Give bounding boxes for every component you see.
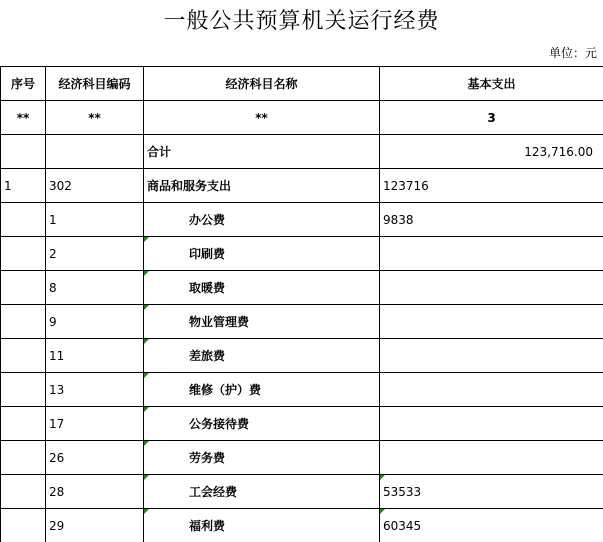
budget-table: [0, 66, 603, 542]
cell-marker-icon: [144, 407, 149, 412]
row-name: 商品和服务支出: [144, 169, 380, 203]
row-seq: [1, 509, 46, 542]
row-code: 9: [46, 305, 144, 339]
row-amount-text: 60345: [383, 519, 421, 533]
row-seq: [1, 407, 46, 441]
cell-marker-icon: [144, 237, 149, 242]
row-name: [144, 305, 380, 339]
row-name-text: 维修（护）费: [189, 383, 261, 397]
table-row: [1, 441, 603, 475]
row-code: 11: [46, 339, 144, 373]
row-code: 2: [46, 237, 144, 271]
row-name-text: 印刷费: [189, 247, 225, 261]
row-amount: [380, 237, 603, 271]
row-code: 17: [46, 407, 144, 441]
row-code: 29: [46, 509, 144, 542]
cell-marker-icon: [380, 509, 385, 514]
cell-marker-icon: [144, 271, 149, 276]
total-row: [1, 135, 603, 169]
row-seq: [1, 237, 46, 271]
row-amount: [380, 441, 603, 475]
row-seq: 1: [1, 169, 46, 203]
cell-marker-icon: [144, 475, 149, 480]
subheader-cell: **: [1, 101, 46, 135]
row-amount: 9838: [380, 203, 603, 237]
table-row: [1, 339, 603, 373]
row-amount: [380, 373, 603, 407]
header-seq: 序号: [1, 67, 46, 101]
cell-marker-icon: [380, 475, 385, 480]
row-name-text: 福利费: [189, 519, 225, 533]
header-code: 经济科目编码: [46, 67, 144, 101]
row-seq: [1, 271, 46, 305]
row-name: [144, 237, 380, 271]
header-row: [1, 67, 603, 101]
row-amount: [380, 475, 603, 509]
row-name: [144, 271, 380, 305]
table-row: [1, 237, 603, 271]
row-amount: [380, 305, 603, 339]
row-name: [144, 407, 380, 441]
row-seq: [1, 441, 46, 475]
row-name: [144, 509, 380, 542]
row-name-text: 取暖费: [189, 281, 225, 295]
table-row: [1, 305, 603, 339]
row-amount: [380, 407, 603, 441]
table-row: [1, 169, 603, 203]
row-seq: [1, 339, 46, 373]
header-basic-expense: 基本支出: [380, 67, 603, 101]
table-row: [1, 373, 603, 407]
row-seq: [1, 475, 46, 509]
total-code-cell: [46, 135, 144, 169]
table-row: [1, 203, 603, 237]
row-seq: [1, 203, 46, 237]
row-amount-text: 53533: [383, 485, 421, 499]
row-name: 办公费: [144, 203, 380, 237]
subheader-cell: **: [46, 101, 144, 135]
row-amount: [380, 271, 603, 305]
row-code: 13: [46, 373, 144, 407]
cell-marker-icon: [144, 305, 149, 310]
row-seq: [1, 305, 46, 339]
row-code: 302: [46, 169, 144, 203]
row-name: [144, 475, 380, 509]
row-name-text: 劳务费: [189, 451, 225, 465]
page-title: 一般公共预算机关运行经费: [0, 4, 603, 35]
row-code: 26: [46, 441, 144, 475]
row-name: [144, 339, 380, 373]
row-seq: [1, 373, 46, 407]
total-seq-cell: [1, 135, 46, 169]
total-amount: 123,716.00: [380, 135, 603, 169]
row-name-text: 差旅费: [189, 349, 225, 363]
unit-label: 单位：元: [549, 44, 597, 61]
total-label: 合计: [144, 135, 380, 169]
cell-marker-icon: [144, 509, 149, 514]
table-row: [1, 271, 603, 305]
row-name-text: 工会经费: [189, 485, 237, 499]
table-row: [1, 509, 603, 542]
table-row: [1, 475, 603, 509]
row-name: [144, 441, 380, 475]
row-amount: [380, 339, 603, 373]
table-row: [1, 407, 603, 441]
subheader-cell: **: [144, 101, 380, 135]
subheader-cell: 3: [380, 101, 603, 135]
row-amount: 123716: [380, 169, 603, 203]
row-code: 8: [46, 271, 144, 305]
row-code: 1: [46, 203, 144, 237]
cell-marker-icon: [144, 373, 149, 378]
row-name-text: 公务接待费: [189, 417, 249, 431]
row-name-text: 物业管理费: [189, 315, 249, 329]
header-name: 经济科目名称: [144, 67, 380, 101]
row-name: [144, 373, 380, 407]
subheader-row: [1, 101, 603, 135]
row-code: 28: [46, 475, 144, 509]
cell-marker-icon: [144, 339, 149, 344]
row-amount: [380, 509, 603, 542]
cell-marker-icon: [144, 441, 149, 446]
